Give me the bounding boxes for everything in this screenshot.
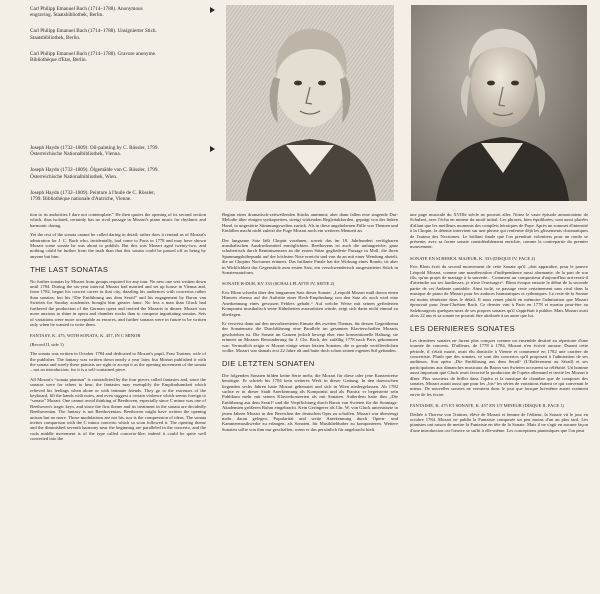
paragraph: Les dernières sonates ne furent plus conçues comme un ensemble destiné au répertoire d'une tournée de concerts. D'ailleurs, de 1778 à 1784, Mozart n'en écrivit aucune. Durant cette période, il s'était marié, avait élu domicile à Vienne et commencé en 1782 une carrière de concertiste. Plutôt que des sonates, ce sont des concertos qu'il proposait à l'admiration de ses auditeurs. Son opéra „Die Entführung aus dem Serail“ (L'Enlèvement au Sérail) et ses participations aux dimanches musicaux du Baron van Swieten accrurent sa célébrité. Un homme aussi important que Gluck avait favorisé la production de l'opéra allemand et invité les Mozart à dîner. Plus soucieux de briller dans l'opéra et la musique de chambre que de composer des sonates, Mozart aurait aussi que pour les „bis“ les séries de variations étaient ce qui convenait le mieux. De nouvelles sonates ne verraient donc le jour que lorsque lui-même aurait vraiment envie de les écrire. (410, 337, 588, 397)
subsection-heading: FANTAISIE, K. 475 ET SONATE, K. 457 EN UT MINEUR (DISQUE II, FACE 1) (410, 403, 565, 409)
caption-bach-de: Carl Philipp Emanuel Bach (1714–1788). Unsignierter Stich. Staatsbibliothek, Berlin. (30, 28, 157, 41)
arrow-right-icon (210, 7, 215, 13)
paragraph: No further sonatas by Mozart from groups required for any tour. No new one was written down until 1784. During the six-year interval Mozart had married and set up house in Vienna and, from 1782, begun his concert career in that city, dazzling his audiences with concertos rather than sonatas; but his “Die Entführung aus dem Serail” and his engagement by Baron van Swieten for Sunday academies brought him greater fame. No less a man than Gluck had furthered the production of the German opera and invited the Mozarts to dinner. Mozart was more anxious to shine in opera and chamber works than to compose ingratiating sonatas. Sets of variations were more acceptable as encores, and further sonatas were in future to be written only when he wanted to write them. (30, 278, 206, 327)
paragraph: The sonata was written in October 1784 and dedicated to Mozart's pupil, Frau Trattner, wife of the publisher. The fantasy was written down nearly a year later, but Mozart published it with the sonata and surely these pianists are right to accept it as the opening movement of the sonata – not an introduction, for it is a self-contained piece. (30, 351, 206, 373)
caption-haydn-en: Joseph Haydn (1732–1809). Oil-painting by C. Rössler, 1799. Österreichische Nationalbibliothek, Vienna. (30, 145, 159, 158)
caption-bach-en: Carl Philipp Emanuel Bach (1714–1788). Anonymous engraving. Staatsbibliothek, Berlin. (30, 6, 143, 19)
paragraph: Beginn eines dramatisch-zeitweilenden Stücks annimmt; aber dann fallen eine singende Dur-Melodie über einigen synkopierten, streigt wirkenden Begleitakkorden, geprägt von der linken Hand, in ungestörte Stimmungswelten zurück. Als in diese angehobenen Fülle von Themen und Einfällen macht nicht zuletzt die Fuge Mozart noch ein weiteres Menuett an. (222, 212, 398, 234)
paragraph: Der langsame Satz läßt Chopin vorahnen, soweit das im 18. Jahrhundert verfügbaren musikalischen Ausdrucksmittel ermöglichten. Beethovens ist auch die unfangreiche, ganz schubertisch durch Reminiszenzen an die ersten Sätze gegliederte Passage in Moll, die ihren Spannungshöhepunkt auf der höchsten Note erreicht und von da an mit einer Wendung abzielt, die an Chopins Nocturnes erinnert. Das brillante Finale hat die Wirkung eines Rondo, ist aber in Wirklichkeit das Gegenstück zum ersten Satz, ein verschwenderisch ausgestattetes Stück in Sonatensatzform. (222, 237, 398, 276)
record-reference: (Record II, side 1) (30, 341, 64, 347)
paragraph: une page musicale du XVIIIe siècle ne pouvait aller. Notez le vaste épisode annonciateur de Schubert, avec l'écho en mineur du motif initial. Les phrases, bien équilibrées, sont aussi placées d'allant que les meilleurs moments des complets héroïques de Pope. Après un sommet d'intensité à la Chopin, la détente intervient sur une phrase qui renferme déjà les glissements chromatiques de l'auteur des Nocturnes. Le brillant finale que l'on prendrait volontiers pour un rondo se présente, avec sa forme sonate considérablement enrichie, comme la contrepartie du premier mouvement. (410, 212, 588, 250)
paragraph: tion to its audacities I dare not contemplate.” He then quotes the opening of its second section which, thus isolated, certainly has no rival passage in Mozart's piano music for rhythmic and harmonic daring. (30, 212, 206, 228)
paragraph: All Mozart's “sonata pianism” is contradicted by the four pieces called fantasies and, since the sonatas were for others to hear, the fantasies may exemplify the Empfindsamkeit which relieved his feelings when alone or with intimate friends. They go to the extremes of the keyboard, fill the hands with notes, and even suggest a certain violence which seems foreign to “sonata” Mozart. One cannot avoid thinking of Beethoven, especially since C minor was one of Beethoven's tragic keys, and since the first theme and its treatment in the sonata are decidedly Beethovenian. The fantasy is not Beethovenian. Beethoven might have written the opening unison but no more. Those modulations are not his, nor is the compression of ideas. The sonata invites comparison with the C minor concerto which so soon followed it. The opening theme and the diminished seventh harmony near the beginning are paralleled in the concerto, and the coda middle movement is of the type called concerto-like; indeed it could be quite well converted into the (30, 376, 206, 442)
paragraph: Die folgenden Sonaten bilden keine Serie mehr, die Mozart für diese oder jene Konzertreise benötigte. Er schrieb bis 1784 kein weiteres Werk in dieser Gattung. In den dazwischen liegenden sechs Jahren hatte Mozart geheiratet und sich in Wien niedergelassen. Ab 1782 suchte er in dieser Stadt Anerkennung als Komponist und als Pianist; er begeisterte sein Publikum mehr mit seinen Klavierkonzerten als mit Sonaten. Außerdem hatte ihm „Die Entführung aus dem Serail“ und die Verpflichtung durch Baron van Swieten für die Sonntags-Akademien größeren Ruhm eingebracht. Kein Geringerer als Chr. W. von Gluck unterstützte in jenen Jahren Mozart in den Bereichen der deutschen Oper zu schaffen. Mozart war überzeugt mehr daran gelegen, Popularität und weite Anerkennung durch Opern- und Kammermusikwerke zu erlangen, als Sonaten, für Musikliebhaber zu komponieren. Weitere Sonaten sollte von ihm nur geschaffen, wenn er das persönlich für angebracht hielt. (222, 372, 398, 432)
caption-bach-fr: Carl Philipp Emanuel Bach (1714–1788). Gravure anonyme. Bibliothèque d'Etat, Berlin. (30, 50, 157, 64)
caption-haydn-de: Joseph Haydn (1732–1809). Ölgemälde von C. Rössler, 1799. Österreichische Nationalbibliothek, Wien. (30, 167, 159, 180)
paragraph: Dédiée à Therese von Trattner, élève de Mozart et femme de l'éditeur, la Sonate vit le jour en octobre 1784. Mozart ne publia la Fantaisie composée un peu moins d'un an plus tard. Les pianistes ont raison de mettre la Fantaisie en tête de la Sonate. Mais il ne s'agit en aucune façon d'une introduction car l'œuvre se suffit à elle-même. Les conceptions pianistiques que l'on peut (410, 411, 588, 433)
subsection-heading: SONATE B-DUR, KV 333 (SCHALLPLATTE IV, SEITE 2) (222, 281, 335, 287)
paragraph: Er verweist dann auf den unvorbereiteten Einsatz des zweiten Themas, für dessen Gegenthema der Sonatensatz die Durchführung eine Parallele im gesamten Klavierschaffen Mozarts geschrieben ist. Die Sonate im Ganzen jedoch bewegt eher eine konventionelle Haltung, sie erinnert an Mozarts Bewunderung für J. Chr. Bach, der zufällig 1778 nach Paris gekommen war. Vermutlich zeigte er Mozart einige seiner letzten Sonaten, die er gerade veröffentlichen wollte. Mozart war damals erst 22 Jahre alt und hatte doch schon seinen eigenen Stil gefunden. (222, 320, 398, 353)
bach-captions (30, 6, 220, 73)
section-heading: LES DERNIERES SONATES (410, 324, 515, 334)
subsection-heading: FANTASY, K. 475, WITH SONATA, K. 457, IN C MINOR (30, 333, 141, 339)
text-column-french (410, 212, 588, 437)
paragraph: Eric Blom écrit du second mouvement de cette Sonate qu'il „doit apparaître, pour le pauvre Léopold Mozart, comme une manifestation d'indépendance aussi alarmante, de la part de son fils, qu'un projet de mariage à la sauvette... Comment un compositeur d'aujourd'hui arriverait-il d'atteindre sur ses hardiesses, je n'ose l'envisager“. Blom évoque ensuite le début de la seconde partie de cet Andante cantabile. Ainsi isolé, ce passage reste certainement sans rival dans la musique de piano de Mozart pour les audaces harmoniques et rythmiques. Le reste de la Sonate est moins téméraire dans le détail. Il nous remet plutôt en mémoire l'admiration que Mozart éprouvait pour Jean-Chrétien Bach. Ce dernier vint à Paris en 1778 et montra peut-être au Salzbourgeois quelques-unes de ses propres sonates qu'il s'apprêtait à publier. Mais Mozart avait alors 22 ans et sa sonate ne pouvait être attribuée à un autre que lui. (410, 264, 588, 318)
section-heading: THE LAST SONATAS (30, 265, 109, 275)
arrow-right-icon (210, 146, 215, 152)
subsection-heading: SONATE EN SI BEMOL MAJEUR, K. 333 (DISQUE IV, FACE 2) (410, 255, 536, 261)
paragraph: Yet the rest of the sonata cannot be called daring in detail; rather does it remind us of Mozart's admiration for J. C. Bach who, incidentally, had come to Paris in 1778 and may have shown Mozart some sonata he was about to publish. But this was Mozart aged twenty-two, and nothing could be further from the truth than that this sonata could be passed off as being by anyone but him. (30, 232, 206, 259)
engraving-portrait-icon (226, 5, 394, 201)
haydn-captions (30, 145, 220, 212)
paragraph: Eric Blom schreibt über den langsamen Satz dieser Sonate: „Leopold Mozart muß davon einen Hinweis ebenso auf die Auftritte einer Hoch-Empfindung von den Satz als auch wird eine Anerkennung eines gewissen Fehlers gehabt.“ Auf welche Weise mit seinen gefiederten Komponist musikalisch seine Kühnheiten auszurüsten würde, zeigt sich darin nicht einmal zu überlegen. (222, 289, 398, 317)
section-heading: DIE LETZTEN SONATEN (222, 359, 315, 369)
caption-haydn-fr: Joseph Haydn (1732–1809). Peinture à l'huile de C. Rössler, 1799. Bibliothèque nationale d'Autriche, Vienne. (30, 189, 156, 203)
oil-painting-portrait-icon (411, 5, 587, 201)
portrait-haydn (411, 5, 587, 201)
text-column-english (30, 212, 206, 446)
portrait-cpe-bach (226, 5, 394, 201)
text-column-german (222, 212, 398, 436)
